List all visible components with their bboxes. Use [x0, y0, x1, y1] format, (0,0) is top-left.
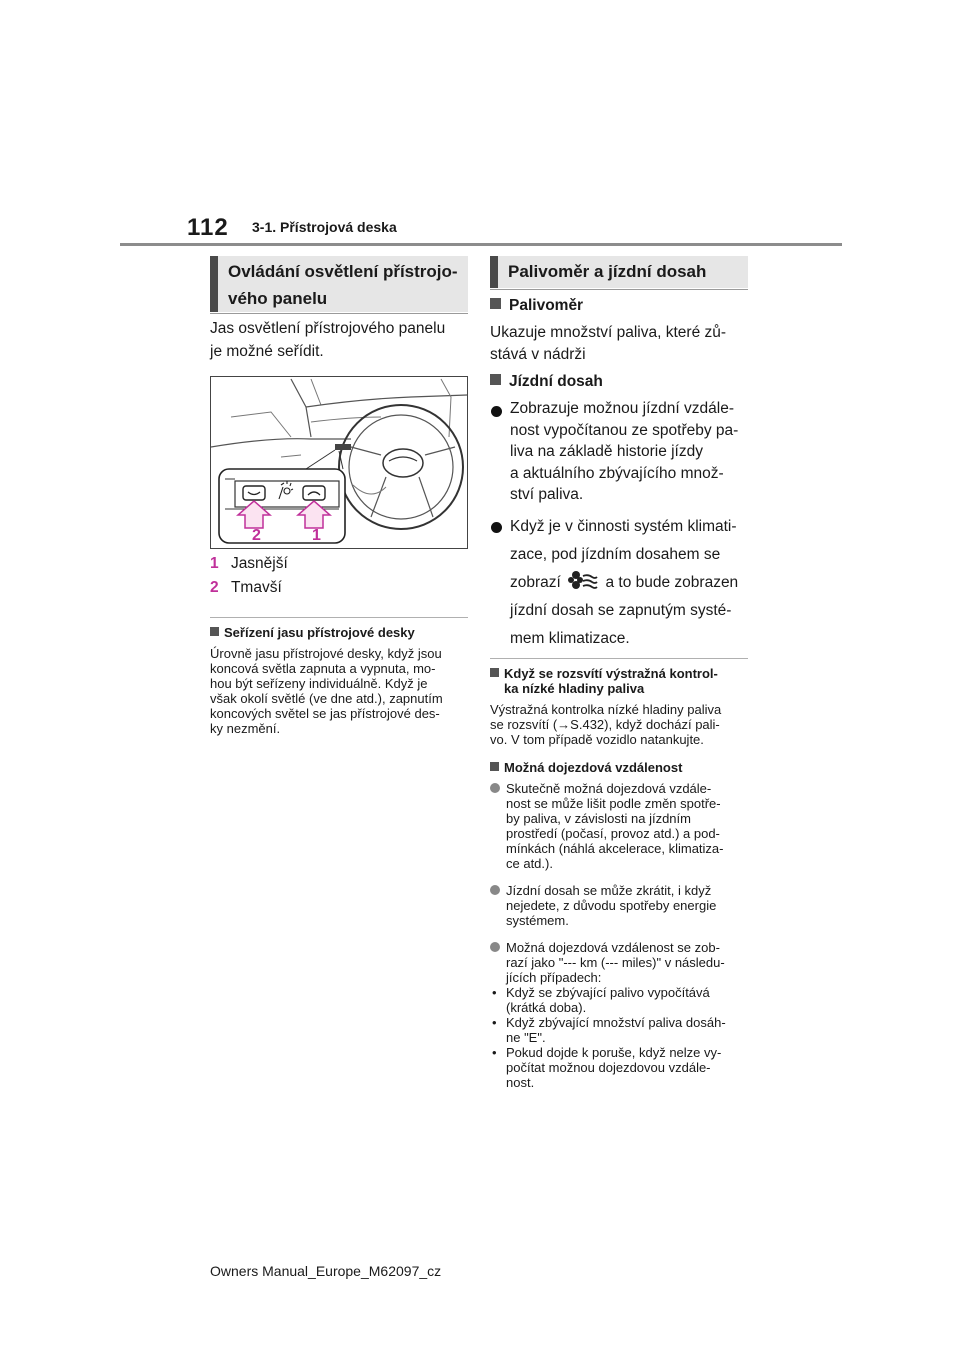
- note-head-low-fuel: Když se rozsvítí výstražná kontrol- ka nízké hladiny paliva: [490, 666, 752, 696]
- fuel-gauge-description: Ukazuje množství paliva, které zů- stává v nádrži: [490, 324, 727, 363]
- legend-num-2: 2: [210, 579, 219, 596]
- note-item-range-1: Skutečně možná dojezdová vzdále- nost se může lišit podle změn spotře- by paliva, v závislosti na jízdním prostředí (počasí, provoz atd.) a pod- mínkách (náhlá akcelerace, klimatiza- ce atd.).: [490, 781, 754, 871]
- legend-item-brighter: [210, 553, 288, 575]
- square-bullet-icon: [490, 374, 501, 385]
- illus-label-2: 2: [252, 527, 261, 544]
- note-item-range-2: Jízdní dosah se může zkrátit, i když nejedete, z důvodu spotřeby energie systémem.: [490, 883, 754, 928]
- illus-label-1: 1: [312, 527, 321, 544]
- square-bullet-icon: [490, 298, 501, 309]
- legend-item-darker: [210, 577, 282, 599]
- dashboard-drawing: [211, 377, 467, 548]
- page-number: 112: [187, 214, 229, 241]
- climate-fan-icon: [568, 570, 598, 592]
- bullet-climate: Když je v činnosti systém klimati- zace, pod jízdním dosahem se zobrazí a to bude zobrazen jízdní dosah se zapnutým systé- mem klimatizace.: [510, 518, 739, 647]
- note-item-range-3: Možná dojezdová vzdálenost se zob- razí jako "--- km (--- miles)" v následu- jících případech: • Když se zbývající palivo vypočítává (krátká doba). • Když zbývající množství paliva dosáh- ne "E". • Pokud dojde k poruše, když nelze vy- počítat možnou dojezdovou vzdále- nost.: [490, 940, 754, 1090]
- subhead-fuel-gauge: Palivoměr: [490, 295, 583, 317]
- note-head-possible-range: Možná dojezdová vzdálenost: [490, 760, 682, 775]
- dashboard-illustration: [210, 376, 468, 549]
- note-body-low-fuel: Výstražná kontrolka nízké hladiny paliva se rozsvítí (→S.432), když dochází pali- vo. V tom případě vozidlo natankujte.: [490, 702, 722, 747]
- section-title-instrument-lighting: [210, 256, 468, 312]
- square-bullet-icon: [210, 627, 219, 636]
- bullet-range-description: Zobrazuje možnou jízdní vzdále- nost vypočítanou ze spotřeby pa- liva na základě historie jízdy a aktuálního zbývajícího množ- ství paliva.: [510, 400, 739, 503]
- intro-text: [210, 318, 470, 363]
- legend-text-1: Jasnější: [230, 555, 288, 572]
- round-bullet-icon: [490, 942, 500, 952]
- square-bullet-icon: [490, 668, 499, 677]
- subhead-driving-range: Jízdní dosah: [490, 371, 603, 393]
- note-divider-right: [490, 658, 748, 659]
- note-head-brightness: Seřízení jasu přístrojové desky: [210, 625, 415, 640]
- intro-line2: je možné seřídit.: [210, 343, 324, 360]
- round-bullet-icon: [490, 885, 500, 895]
- intro-line1: Jas osvětlení přístrojového panelu: [210, 320, 446, 337]
- sub-item-3: • Pokud dojde k poruše, když nelze vy- počítat možnou dojezdovou vzdále- nost.: [492, 1045, 722, 1090]
- square-bullet-icon: [490, 762, 499, 771]
- note-divider-left: [210, 617, 468, 618]
- legend-text-2: Tmavší: [230, 579, 282, 596]
- bullet-dot-2: [491, 522, 512, 540]
- footer-text: Owners Manual_Europe_M62097_cz: [210, 1263, 442, 1279]
- bullet-dot-1: [491, 406, 512, 424]
- chapter-title: 3-1. Přístrojová deska: [252, 219, 397, 235]
- sub-item-1: • Když se zbývající palivo vypočítává (krátká doba).: [492, 985, 710, 1015]
- note-body-brightness: Úrovně jasu přístrojové desky, když jsou koncová světla zapnuta a vypnuta, mo- hou být seřízeny individuálně. Když je však okolí světlé (ve dne atd.), zapnutím koncových světel se jas přístrojové des- ky nezmění.: [210, 646, 443, 736]
- round-bullet-icon: [490, 783, 500, 793]
- section-title-line1: Ovládání osvětlení přístrojo-: [228, 262, 458, 281]
- section-title-line2: vého panelu: [228, 289, 328, 308]
- section-title-fuel-gauge: Palivoměr a jízdní dosah: [490, 256, 748, 288]
- header-divider: [120, 243, 842, 246]
- sub-item-2: • Když zbývající množství paliva dosáh- ne "E".: [492, 1015, 726, 1045]
- legend-num-1: 1: [210, 555, 219, 572]
